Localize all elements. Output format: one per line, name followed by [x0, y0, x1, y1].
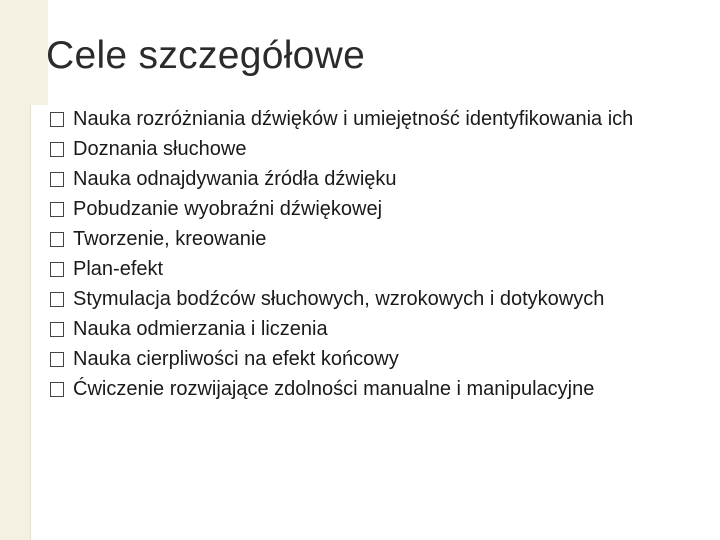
decorative-side-band — [0, 0, 31, 540]
list-item-text: Plan-efekt — [73, 258, 164, 280]
square-bullet-icon — [50, 142, 64, 157]
square-bullet-icon — [50, 232, 64, 247]
square-bullet-icon — [50, 112, 64, 127]
list-item — [48, 168, 698, 190]
square-bullet-icon — [50, 172, 64, 187]
list-item-text: Pobudzanie wyobraźni dźwiękowej — [73, 198, 383, 220]
list-item — [48, 348, 698, 370]
list-item-text: Ćwiczenie rozwijające zdolności manualne i manipulacyjne — [73, 378, 595, 400]
bullet-list — [48, 108, 698, 408]
square-bullet-icon — [50, 352, 64, 367]
square-bullet-icon — [50, 382, 64, 397]
list-item — [48, 138, 698, 160]
list-item — [48, 228, 698, 250]
list-item-text: Doznania słuchowe — [73, 138, 247, 160]
square-bullet-icon — [50, 202, 64, 217]
slide-title: Cele szczegółowe — [46, 34, 366, 77]
list-item — [48, 258, 698, 280]
list-item-text: Nauka odmierzania i liczenia — [73, 318, 328, 340]
list-item-text: Nauka odnajdywania źródła dźwięku — [73, 168, 397, 190]
list-item-text: Stymulacja bodźców słuchowych, wzrokowych i dotykowych — [73, 288, 605, 310]
list-item-text: Tworzenie, kreowanie — [73, 228, 267, 250]
list-item — [48, 288, 698, 310]
list-item — [48, 198, 698, 220]
list-item — [48, 318, 698, 340]
list-item — [48, 108, 698, 130]
list-item — [48, 378, 698, 400]
square-bullet-icon — [50, 262, 64, 277]
square-bullet-icon — [50, 322, 64, 337]
square-bullet-icon — [50, 292, 64, 307]
list-item-text: Nauka rozróżniania dźwięków i umiejętność identyfikowania ich — [73, 108, 634, 130]
list-item-text: Nauka cierpliwości na efekt końcowy — [73, 348, 399, 370]
